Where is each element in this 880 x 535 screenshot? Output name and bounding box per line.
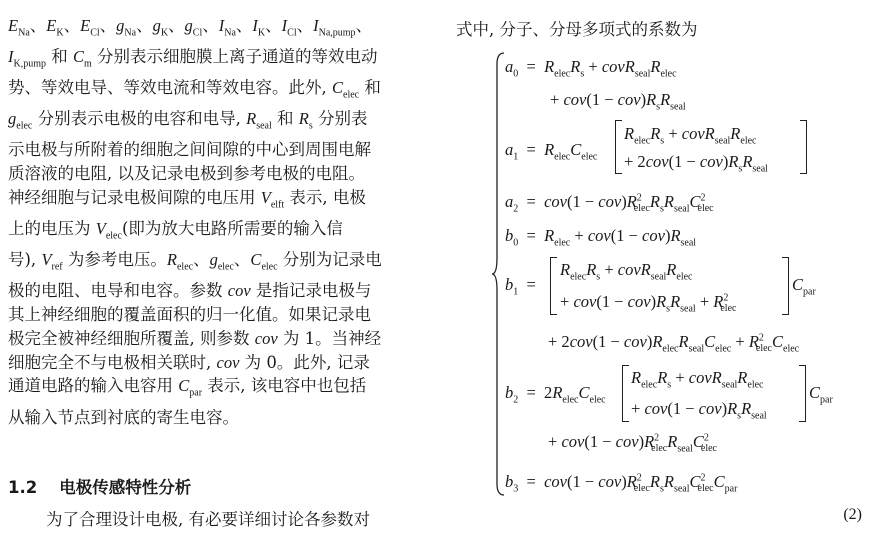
eq-a0-line1: $a_0 = R_{elec}R_s$ + $covR_{seal}R_{elec}$ xyxy=(505,57,677,80)
eq-b2-cpar: $C_{par}$ xyxy=(809,383,833,406)
eq-b1-line3: + $2cov(1 - cov)R_{elec}R_{seal}C_{elec} + R^2_{elec}C_{elec}$ xyxy=(548,332,800,355)
eq-a1-line2: + $2cov(1 - cov)R_sR_{seal}$ xyxy=(624,152,768,175)
eq-a2: $a_2 = cov(1 - cov)R^2_{elec}R_sR_{seal}C^2_{elec}$ xyxy=(505,192,714,215)
bracket-left xyxy=(615,120,622,174)
eq-b3: $b_3 = cov(1 - cov)R^2_{elec}R_sR_{seal}C^2_{elec}C_{par}$ xyxy=(505,472,738,495)
left-column xyxy=(8,14,428,429)
eq-b2-label: $b_2 = 2R_{elec}C_{elec}$ xyxy=(505,383,606,406)
eq-b1-cpar: $C_{par}$ xyxy=(792,275,816,298)
eq-a0-line2: + $cov(1 - cov)R_sR_{seal}$ xyxy=(550,90,686,113)
coefficients-intro: 式中, 分子、分母多项式的系数为 xyxy=(456,20,698,39)
right-column xyxy=(456,16,876,40)
eq-b1-label: $b_1$ = xyxy=(505,275,536,298)
eq-a1-line1: $R_{elec}R_s$ + $covR_{seal}R_{elec}$ xyxy=(624,124,757,147)
section-title: 电极传感特性分析 xyxy=(59,478,192,497)
eq-b2-line1: $R_{elec}R_s$ + $covR_{seal}R_{elec}$ xyxy=(631,368,764,391)
equation-number: (2) xyxy=(843,506,862,523)
eq-b1-line2: + $cov(1 - cov)R_sR_{seal} + R^2_{elec}$ xyxy=(560,292,737,315)
bracket-right xyxy=(782,257,789,315)
body-paragraph: $E_{Na}$、$E_K$、$E_{Cl}$、$g_{Na}$、$g_K$、$g_{Cl}$、$I_{Na}$、$I_K$、$I_{Cl}$、$I_{Na,pump}$、 $I_{K,pump}$ 和 $C_m$ 分别表示细胞膜上离子通道的等效电动 势、等效电导、等效电流和等效电容。此外, $C_{elec}$ 和 $g_{elec}$ 分别表示电极的电容和电导, $R_{seal}$ 和 $R_s$ 分别表 示电极与所附着的细胞之间间隙的中心到周围电解 质溶液的电阻, 以及记录电极到参考电极的电阻。 神经细胞与记录电极间隙的电压用 $V_{elft}$ 表示, 电极 上的电压为 $V_{elec}$(即为放大电路所需要的输入信 号), $V_{ref}$ 为参考电压。$R_{elec}$、$g_{elec}$、$C_{elec}$ 分别为记录电 极的电阻、电导和电容。参数 cov 是指记录电极与 其上神经细胞的覆盖面积的归一化值。如果记录电 极完全被神经细胞所覆盖, 则参数 cov 为 1。当神经 细胞完全不与电极相关联时, cov 为 0。此外, 记录 通道电路的输入电容用 $C_{par}$ 表示, 该电容中也包括 从输入节点到衬底的寄生电容。 xyxy=(8,16,382,427)
bracket-right xyxy=(799,365,806,422)
eq-b2-line2: + $cov(1 - cov)R_sR_{seal}$ xyxy=(631,399,767,422)
eq-b0: $b_0 = R_{elec} + cov(1 - cov)R_{seal}$ xyxy=(505,226,697,249)
bracket-left xyxy=(550,257,557,315)
bracket-left xyxy=(622,365,629,422)
bracket-right xyxy=(800,120,807,174)
section-heading xyxy=(8,474,191,498)
section-number: 1.2 xyxy=(8,478,38,497)
eq-a1-label: $a_1 = R_{elec}C_{elec}$ xyxy=(505,140,598,163)
eq-b2-line3: + $cov(1 - cov)R^2_{elec}R_{seal}C^2_{elec}$ xyxy=(548,432,717,455)
left-brace xyxy=(491,52,505,496)
eq-b1-line1: $R_{elec}R_s$ + $covR_{seal}R_{elec}$ xyxy=(560,260,693,283)
section-first-line: 为了合理设计电极, 有必要详细讨论各参数对 xyxy=(46,510,370,529)
